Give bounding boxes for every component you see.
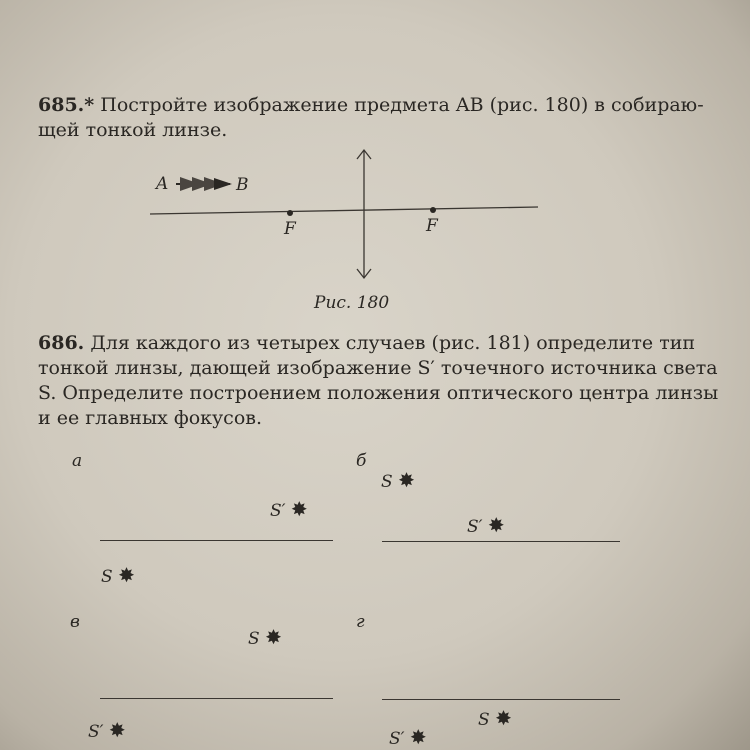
figure-180-caption: Рис. 180 bbox=[314, 293, 390, 313]
problem-685-line2: щей тонкой линзе. bbox=[38, 119, 228, 141]
problem-685-number: 685.* bbox=[38, 94, 95, 116]
light-star-icon: ✸ bbox=[118, 563, 135, 587]
panel-g-axis bbox=[382, 699, 620, 700]
problem-686-number: 686. bbox=[38, 332, 85, 354]
problem-685-line1: 685.* Постройте изображение предмета AB (рис. 180) в собираю- bbox=[38, 94, 704, 116]
focus-left-label: F bbox=[284, 219, 296, 239]
panel-g-source: S ✸ bbox=[478, 706, 512, 730]
focus-right-label: F bbox=[426, 216, 438, 236]
light-star-icon: ✸ bbox=[108, 718, 126, 742]
problem-686-line4: и ее главных фокусов. bbox=[38, 407, 263, 429]
label-b: B bbox=[236, 175, 249, 195]
panel-b-label: б bbox=[356, 451, 367, 471]
panel-v-image: S′ ✸ bbox=[88, 718, 126, 742]
panel-v-source: S ✸ bbox=[248, 625, 282, 649]
panel-g-image: S′ ✸ bbox=[389, 725, 427, 749]
object-ab bbox=[176, 177, 232, 191]
figure-180 bbox=[0, 0, 750, 330]
panel-v-axis bbox=[100, 698, 333, 699]
light-star-icon: ✸ bbox=[398, 468, 415, 492]
focus-left-point bbox=[287, 210, 293, 216]
panel-a-source: S ✸ bbox=[101, 563, 135, 587]
problem-686-line3: S. Определите построением положения оптического центра линзы bbox=[38, 382, 719, 404]
light-star-icon: ✸ bbox=[409, 725, 427, 749]
problem-686 bbox=[38, 331, 728, 431]
panel-g-label: г bbox=[356, 612, 365, 632]
light-star-icon: ✸ bbox=[265, 625, 282, 649]
panel-b-source: S ✸ bbox=[381, 468, 415, 492]
light-star-icon: ✸ bbox=[487, 513, 505, 537]
panel-b-axis bbox=[382, 541, 620, 542]
panel-b-image: S′ ✸ bbox=[467, 513, 505, 537]
panel-v-label: в bbox=[70, 612, 80, 632]
focus-right-point bbox=[430, 207, 436, 213]
label-a: A bbox=[156, 174, 169, 194]
optical-axis bbox=[150, 207, 538, 214]
light-star-icon: ✸ bbox=[495, 706, 512, 730]
panel-a-label: а bbox=[72, 451, 83, 471]
light-star-icon: ✸ bbox=[290, 497, 308, 521]
panel-a-axis bbox=[100, 540, 333, 541]
problem-686-line2: тонкой линзы, дающей изображение S′ точечного источника света bbox=[38, 357, 718, 379]
panel-a-image: S′ ✸ bbox=[270, 497, 308, 521]
problem-686-line1: 686. Для каждого из четырех случаев (рис. 181) определите тип bbox=[38, 332, 696, 354]
